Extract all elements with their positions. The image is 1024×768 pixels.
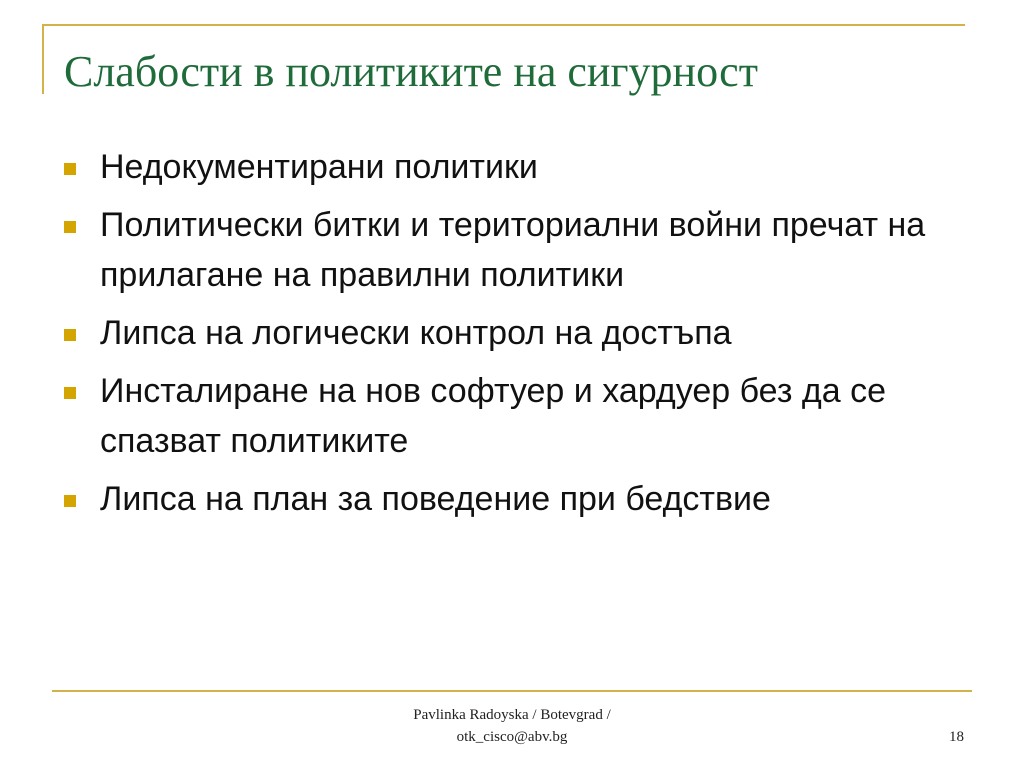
footer-email: otk_cisco@abv.bg bbox=[456, 729, 568, 745]
bullet-text: Липса на логически контрол на достъпа bbox=[100, 314, 732, 352]
footer-author-line: Pavlinka Radoyska / Botevgrad / bbox=[413, 707, 611, 723]
bullet-list bbox=[60, 142, 960, 532]
square-bullet-icon bbox=[64, 495, 76, 507]
bullet-item bbox=[60, 474, 960, 524]
bullet-item bbox=[60, 200, 960, 300]
footer-author bbox=[312, 704, 712, 748]
square-bullet-icon bbox=[64, 221, 76, 233]
title-frame-top-line bbox=[42, 24, 965, 26]
bullet-text: Политически битки и териториални войни пречат на прилагане на правилни политики bbox=[100, 206, 926, 294]
bullet-text: Инсталиране на нов софтуер и хардуер без да се спазват политиките bbox=[100, 372, 886, 460]
bullet-text: Липса на план за поведение при бедствие bbox=[100, 480, 771, 518]
square-bullet-icon bbox=[64, 329, 76, 341]
square-bullet-icon bbox=[64, 387, 76, 399]
title-frame-left-line bbox=[42, 24, 44, 94]
bullet-item bbox=[60, 142, 960, 192]
square-bullet-icon bbox=[64, 163, 76, 175]
slide-title: Слабости в политиките на сигурност bbox=[64, 47, 758, 96]
bullet-item bbox=[60, 308, 960, 358]
footer-divider bbox=[52, 690, 972, 692]
bullet-item bbox=[60, 366, 960, 466]
page-number: 18 bbox=[949, 729, 964, 745]
bullet-text: Недокументирани политики bbox=[100, 148, 538, 186]
